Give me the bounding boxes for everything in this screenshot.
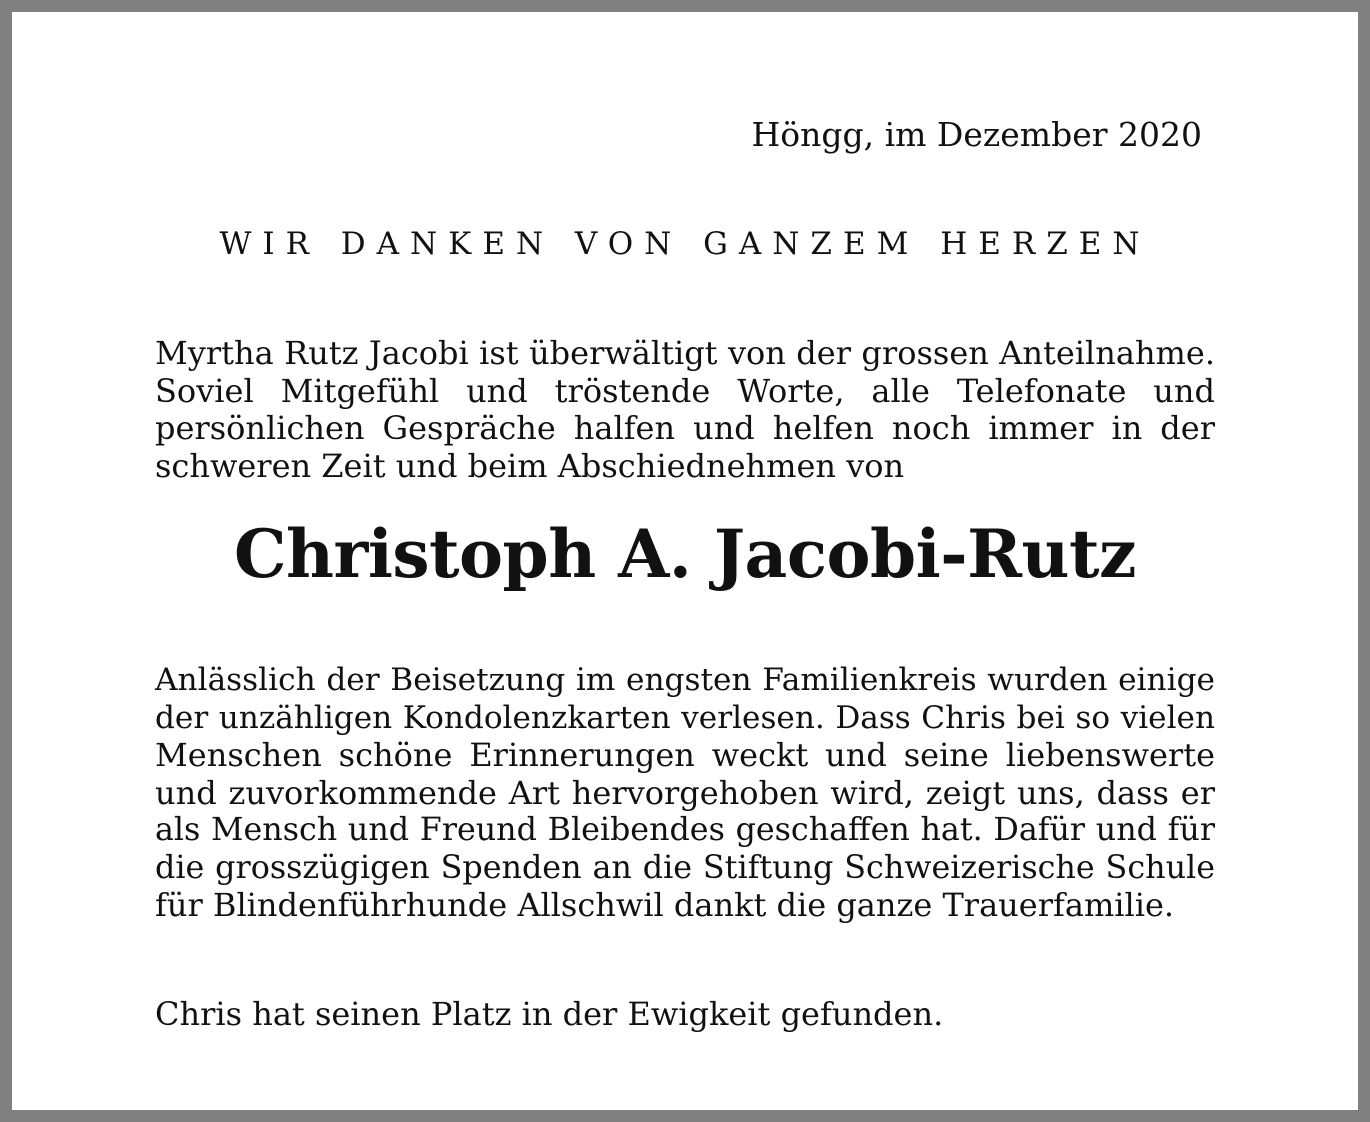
obituary-notice <box>12 12 1358 1110</box>
intro-line: Myrtha Rutz Jacobi ist überwältigt von der grossen Anteilnahme. <box>155 334 1215 372</box>
closing-text: Chris hat seinen Platz in der Ewigkeit gefunden. <box>155 995 944 1033</box>
body-line: Menschen schöne Erinnerungen weckt und seine liebenswerte <box>155 736 1215 774</box>
intro-line: Soviel Mitgefühl und tröstende Worte, alle Telefonate und <box>155 371 1215 410</box>
intro-line: persönlichen Gespräche halfen und helfen noch immer in der <box>155 409 1215 447</box>
body-line: für Blindenführhunde Allschwil dankt die ganze Trauerfamilie. <box>155 886 1175 924</box>
body-line: die grosszügigen Spenden an die Stiftung Schweizerische Schule <box>155 849 1215 886</box>
body-line: der unzähligen Kondolenzkarten verlesen. Dass Chris bei so vielen <box>155 699 1215 736</box>
closing-line <box>155 996 1215 1034</box>
body-line: und zuvorkommende Art hervorgehoben wird, zeigt uns, dass er <box>155 773 1215 812</box>
heading: WIR DANKEN VON GANZEM HERZEN <box>219 226 1151 262</box>
deceased-name: Christoph A. Jacobi-Rutz <box>234 515 1136 593</box>
body-paragraph <box>155 662 1215 925</box>
body-line: Anlässlich der Beisetzung im engsten Familienkreis wurden einige <box>155 662 1215 698</box>
intro-paragraph <box>155 335 1215 485</box>
body-line: als Mensch und Freund Bleibendes geschaffen hat. Dafür und für <box>155 812 1215 848</box>
dateline: Höngg, im Dezember 2020 <box>751 115 1202 154</box>
intro-line: schweren Zeit und beim Abschiednehmen von <box>155 446 905 485</box>
